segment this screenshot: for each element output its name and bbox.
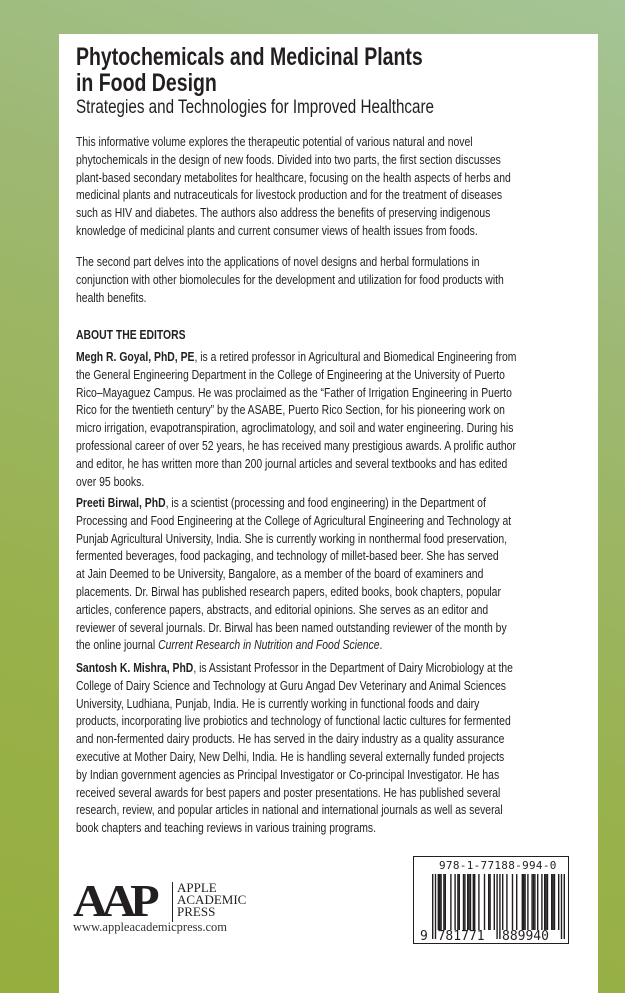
text-line: book chapters and teaching reviews in various training programs. — [76, 820, 377, 836]
barcode-bar — [506, 874, 507, 930]
barcode-bar — [533, 874, 534, 930]
barcode-bar — [432, 874, 433, 939]
barcode-bar — [522, 874, 523, 930]
barcode-bar — [438, 874, 439, 930]
barcode-first-digit: 9 — [420, 929, 428, 943]
barcode-bar — [494, 874, 495, 930]
publisher-name-line: PRESS — [177, 904, 216, 919]
barcode-bar — [552, 874, 553, 930]
text-line: and editor, he has written more than 200 journal articles and several textbooks and has edited — [76, 455, 508, 471]
barcode-bar — [470, 874, 471, 930]
barcode-bar — [478, 874, 479, 930]
text-span: . — [379, 637, 383, 653]
text-line: micro irrigation, evapotranspiration, agroclimatology, and soil and water engineering. During his — [76, 420, 514, 436]
text-line: plant-based secondary metabolites for healthcare, focusing on the health aspects of herbs and — [76, 169, 511, 185]
logo-divider — [172, 882, 173, 922]
text-line: fermented beverages, food packaging, and technology of millet-based beer. She has served — [76, 548, 499, 564]
text-line: Rico for the twentieth century” by the ASABE, Puerto Rico Section, for his pioneering work on — [76, 402, 505, 418]
barcode-bar — [523, 874, 524, 930]
barcode-bar — [531, 874, 532, 930]
text-line: over 95 books. — [76, 473, 145, 489]
editors-heading: ABOUT THE EDITORS — [76, 327, 186, 342]
text-line: articles, conference papers, abstracts, and editorial opinions. She serves as an editor and — [76, 601, 489, 617]
text-line: at Jain Deemed to be University, Bangalore, as a member of the board of examiners and — [76, 566, 484, 582]
logo-mark: AAP — [73, 875, 154, 926]
publisher-name — [177, 882, 246, 918]
barcode-bar — [450, 874, 451, 930]
text-line: received several awards for best papers and poster presentations. He has published several — [76, 784, 501, 800]
editor-bio — [76, 348, 516, 490]
barcode-bar — [524, 874, 525, 930]
barcode-bar — [558, 874, 559, 930]
barcode-bar — [544, 874, 545, 930]
barcode-bar — [545, 874, 546, 930]
publisher-url[interactable]: www.appleacademicpress.com — [73, 920, 227, 934]
text-line: placements. Dr. Birwal has published research papers, edited books, book chapters, popular — [76, 583, 501, 599]
barcode-bar — [459, 874, 460, 930]
publisher-name-line: ACADEMIC — [177, 892, 247, 907]
barcode-left-digits: 781771 — [437, 929, 485, 943]
text-line — [76, 348, 516, 366]
text-line: medicinal plants and nutraceuticals for livestock production and for the treatment of diseases — [76, 187, 503, 203]
editor-name: Megh R. Goyal, PhD, PE — [76, 349, 195, 364]
barcode-bar — [489, 874, 490, 930]
barcode-bar — [516, 874, 517, 930]
barcode-bar — [499, 874, 500, 939]
barcode-bars — [414, 857, 568, 943]
text-line — [76, 494, 511, 512]
text-line: Punjab Agricultural University, India. She is currently working in nonthermal food preservation, — [76, 530, 508, 546]
editor-bio — [76, 659, 513, 837]
barcode-bar — [551, 874, 552, 930]
text-span: , is a retired professor in Agricultural and Biomedical Engineering from — [194, 349, 517, 364]
text-line: professional career of over 52 years, he has received many prestigious awards. A prolific author — [76, 437, 516, 453]
text-line: research, review, and popular articles in national and international journals as well as several — [76, 802, 503, 818]
back-cover-panel — [59, 34, 598, 993]
barcode-bar — [534, 874, 535, 930]
barcode-bar — [547, 874, 548, 930]
barcode-bar — [512, 874, 513, 930]
text-line: Rico–Mayaguez Campus. He was proclaimed as the “Father of Irrigation Engineering in Puerto — [76, 384, 512, 400]
barcode-bar — [488, 874, 489, 930]
barcode-bar — [561, 874, 562, 939]
text-line: executive at Mother Dairy, New Delhi, India. He is handling several externally funded projects — [76, 748, 505, 764]
editor-name: Preeti Birwal, PhD — [76, 495, 166, 510]
text-line: College of Dairy Science and Technology at Guru Angad Dev Veterinary and Animal Sciences — [76, 677, 506, 693]
publisher-name-line: APPLE — [177, 880, 217, 895]
barcode-bar — [467, 874, 468, 930]
book-subtitle: Strategies and Technologies for Improved Healthcare — [76, 97, 434, 118]
barcode-bar — [496, 874, 497, 939]
text-line: reviewer of several journals. Dr. Birwal has been named outstanding reviewer of the month by — [76, 619, 507, 635]
barcode-bar — [439, 874, 440, 930]
text-line: conjunction with other biomolecules for the development and utilization for food products with — [76, 271, 504, 287]
text-line: knowledge of medicinal plants and current consumer views of health issues from foods. — [76, 222, 478, 238]
barcode-bar — [454, 874, 455, 930]
title-line: Phytochemicals and Medicinal Plants — [76, 43, 423, 71]
barcode-bar — [554, 874, 555, 930]
text-span: the online journal — [76, 637, 159, 653]
title-line: in Food Design — [76, 69, 217, 97]
description-paragraph-2 — [76, 253, 504, 306]
barcode-bar — [484, 874, 485, 930]
description-paragraph-1 — [76, 133, 511, 240]
barcode-bar — [541, 874, 542, 930]
barcode-bar — [443, 874, 444, 930]
text-line: by Indian government agencies as Principal Investigator or Co-principal Investigator. He has — [76, 766, 500, 782]
book-title — [76, 44, 423, 96]
text-line: health benefits. — [76, 289, 147, 305]
isbn-number: 978-1-77188-994-0 — [439, 859, 557, 872]
barcode-bar — [564, 874, 565, 939]
barcode-bar — [457, 874, 458, 930]
editor-name: Santosh K. Mishra, PhD — [76, 660, 194, 675]
isbn-barcode — [413, 856, 569, 944]
journal-title: Current Research in Nutrition and Food Science — [158, 637, 380, 653]
editor-bio — [76, 494, 511, 654]
text-span: , is a scientist (processing and food engineering) in the Department of — [165, 495, 486, 510]
barcode-bar — [527, 874, 528, 930]
text-line: the General Engineering Department in the College of Engineering at the University of Puerto — [76, 366, 505, 382]
text-line: products, incorporating live probiotics and technology of functional lactic cultures for fermented — [76, 713, 511, 729]
barcode-bar — [502, 874, 503, 930]
barcode-bar — [440, 874, 441, 930]
barcode-bar — [468, 874, 469, 930]
barcode-bar — [445, 874, 446, 930]
text-line: phytochemicals in the design of new foods. Divided into two parts, the first section discusses — [76, 151, 501, 167]
text-line: The second part delves into the applications of novel designs and herbal formulations in — [76, 254, 480, 269]
barcode-bar — [537, 874, 538, 930]
barcode-bar — [435, 874, 436, 939]
barcode-bar — [464, 874, 465, 930]
text-span: , is Assistant Professor in the Department of Dairy Microbiology at the — [193, 660, 513, 675]
text-line: such as HIV and diabetes. The authors also address the benefits of preserving indigenous — [76, 205, 491, 221]
barcode-bar — [463, 874, 464, 930]
barcode-bar — [473, 874, 474, 930]
barcode-right-digits: 889940 — [502, 929, 549, 943]
text-line: This informative volume explores the therapeutic potential of various natural and novel — [76, 134, 473, 149]
text-line: University, Ludhiana, Punjab, India. He is currently working in functional foods and dairy — [76, 695, 480, 711]
text-line — [76, 636, 511, 654]
text-line: and non-fermented dairy products. He has served in the dairy industry as a quality assurance — [76, 731, 505, 747]
text-line — [76, 659, 513, 677]
text-line: Processing and Food Engineering at the College of Agricultural Engineering and Technology at — [76, 512, 512, 528]
barcode-bar — [474, 874, 475, 930]
